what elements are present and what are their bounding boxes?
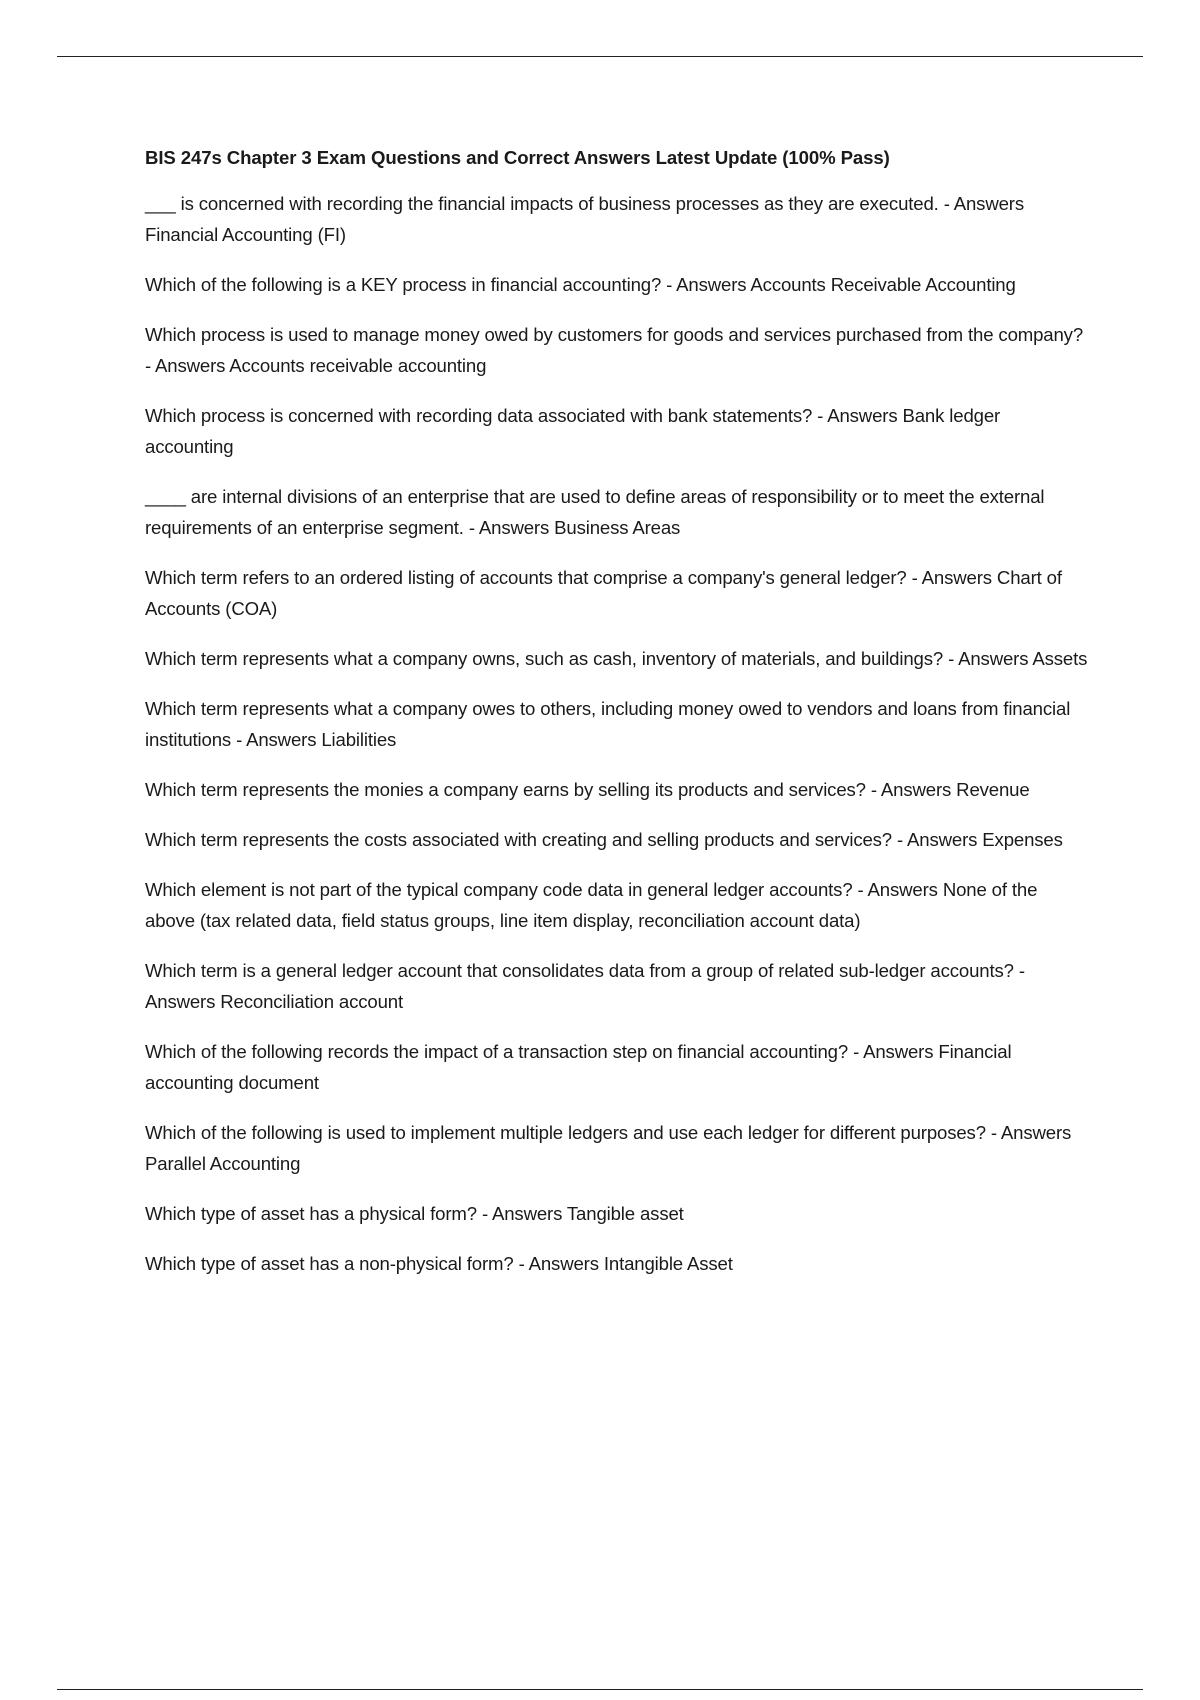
qa-item: Which element is not part of the typical company code data in general ledger accounts? - Answers None of the above (tax related data, field status groups, line item display, reconciliation account data) bbox=[145, 879, 1038, 931]
qa-item: Which of the following is used to implement multiple ledgers and use each ledger for different purposes? - Answers Parallel Accounting bbox=[145, 1122, 1072, 1174]
qa-item: ____ are internal divisions of an enterprise that are used to define areas of responsibility or to meet the external requirements of an enterprise segment. - Answers Business Areas bbox=[145, 486, 1045, 538]
qa-item: Which type of asset has a non-physical form? - Answers Intangible Asset bbox=[145, 1253, 733, 1274]
qa-item: Which of the following is a KEY process in financial accounting? - Answers Accounts Receivable Accounting bbox=[145, 274, 1016, 295]
qa-item: Which term refers to an ordered listing of accounts that comprise a company's general ledger? - Answers Chart of Accounts (COA) bbox=[145, 567, 1062, 619]
qa-item: Which of the following records the impact of a transaction step on financial accounting? - Answers Financial accounting document bbox=[145, 1041, 1012, 1093]
qa-item: Which type of asset has a physical form? - Answers Tangible asset bbox=[145, 1203, 684, 1224]
qa-item: Which term represents what a company owes to others, including money owed to vendors and loans from financial institutions - Answers Liabilities bbox=[145, 698, 1071, 750]
qa-item: Which term is a general ledger account that consolidates data from a group of related sub-ledger accounts? - Answers Reconciliation account bbox=[145, 960, 1025, 1012]
document-body bbox=[145, 145, 1090, 1298]
bottom-divider bbox=[57, 1689, 1143, 1690]
qa-item: Which process is used to manage money owed by customers for goods and services purchased from the company? - Answers Accounts receivable accounting bbox=[145, 324, 1084, 376]
qa-item: Which term represents what a company owns, such as cash, inventory of materials, and buildings? - Answers Assets bbox=[145, 648, 1088, 669]
qa-item: Which term represents the costs associated with creating and selling products and services? - Answers Expenses bbox=[145, 829, 1063, 850]
qa-item: ___ is concerned with recording the financial impacts of business processes as they are executed. - Answers Financial Accounting (FI) bbox=[145, 193, 1024, 245]
qa-item: Which term represents the monies a company earns by selling its products and services? - Answers Revenue bbox=[145, 779, 1030, 800]
qa-list bbox=[145, 188, 1090, 1279]
top-divider bbox=[57, 56, 1143, 57]
document-title: BIS 247s Chapter 3 Exam Questions and Correct Answers Latest Update (100% Pass) bbox=[145, 147, 890, 168]
qa-item: Which process is concerned with recording data associated with bank statements? - Answers Bank ledger accounting bbox=[145, 405, 1001, 457]
